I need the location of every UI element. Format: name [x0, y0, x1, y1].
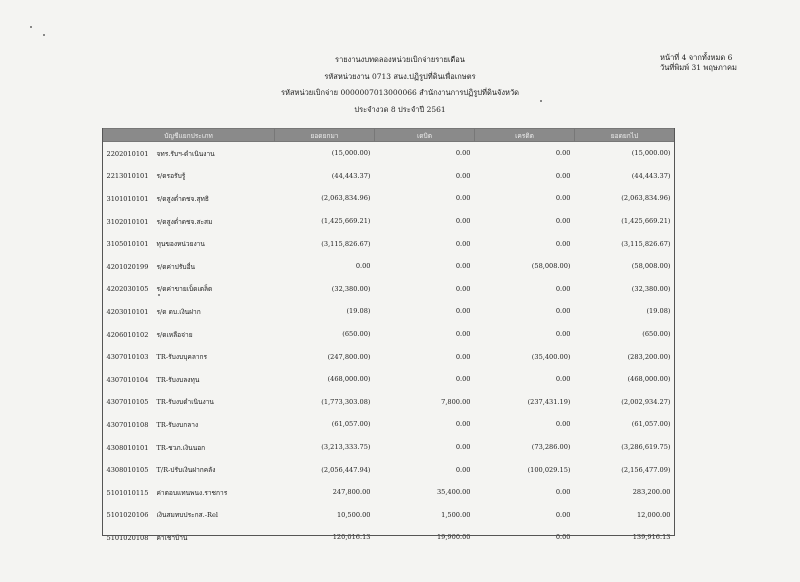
carried-forward-value: (19.08): [646, 307, 671, 316]
account-code: 4203010101: [106, 307, 149, 316]
credit-value: 0.00: [555, 375, 571, 384]
credit-value: (100,029.15): [527, 465, 571, 474]
brought-forward-value: (3,115,826.67): [321, 239, 371, 248]
scan-speck: [43, 34, 45, 36]
credit-value: 0.00: [555, 239, 571, 248]
carried-forward-value: (2,002,934.27): [621, 397, 671, 406]
scan-speck: [540, 100, 542, 102]
credit-value: (58,008.00): [531, 262, 571, 271]
carried-forward-value: (32,380.00): [631, 284, 671, 293]
debit-value: 0.00: [455, 284, 471, 293]
table-row: [103, 526, 675, 549]
account-name: TR-รับงบกลาง: [156, 420, 199, 429]
account-cell: [103, 526, 275, 549]
credit-value: 0.00: [555, 284, 571, 293]
credit-value: 0.00: [555, 149, 571, 158]
table-row: [103, 481, 675, 504]
credit-value: (73,286.00): [531, 443, 571, 452]
table-row: [103, 142, 675, 165]
credit-value: 0.00: [555, 510, 571, 519]
brought-forward-value: (1,425,669.21): [321, 217, 371, 226]
account-code: 3102010101: [106, 217, 149, 226]
credit-value: 0.00: [555, 533, 571, 542]
account-cell: [103, 278, 275, 301]
brought-forward-value: (44,443.37): [331, 171, 371, 180]
brought-forward-value: (247,800.00): [327, 352, 371, 361]
debit-value: 0.00: [455, 171, 471, 180]
account-code: 3101010101: [106, 194, 149, 203]
credit-value: (237,431.19): [527, 397, 571, 406]
debit-value: 0.00: [455, 352, 471, 361]
report-title: รายงานงบทดลองหน่วยเบิกจ่ายรายเดือน: [335, 55, 465, 64]
account-cell: [103, 255, 275, 278]
col-header-carried-forward: ยอดยกไป: [575, 129, 675, 142]
account-name: ร/ดสูงต่ำดชจ.สุทธิ: [156, 194, 209, 203]
col-header-account: บัญชีแยกประเภท: [103, 129, 275, 142]
brought-forward-value: 120,016.13: [332, 533, 371, 542]
table-row: [103, 187, 675, 210]
carried-forward-value: (61,057.00): [631, 420, 671, 429]
disbursement-unit-line: รหัสหน่วยเบิกจ่าย 0000007013000066 สำนักงานการปฏิรูปที่ดินจังหวัด: [280, 88, 520, 97]
carried-forward-value: (650.00): [642, 330, 671, 339]
credit-value: 0.00: [555, 420, 571, 429]
table-header-row: [103, 129, 675, 142]
account-cell: [103, 210, 275, 233]
carried-forward-value: (2,063,834.96): [621, 194, 671, 203]
account-cell: [103, 368, 275, 391]
account-cell: [103, 458, 275, 481]
debit-value: 0.00: [455, 194, 471, 203]
debit-value: 0.00: [455, 375, 471, 384]
account-cell: [103, 481, 275, 504]
debit-value: 0.00: [455, 217, 471, 226]
brought-forward-value: 0.00: [355, 262, 371, 271]
brought-forward-value: (61,057.00): [331, 420, 371, 429]
account-name: เงินสมทบประกส.-Rel: [156, 511, 218, 520]
account-name: ทุนของหน่วยงาน: [156, 240, 205, 249]
account-code: 5101010115: [106, 488, 149, 497]
account-code: 4201020199: [106, 262, 149, 271]
account-code: 3105010101: [106, 240, 149, 249]
account-cell: [103, 300, 275, 323]
period-line: ประจำงวด 8 ประจำปี 2561: [354, 105, 446, 114]
account-name: ค่าเช่าบ้าน: [156, 533, 188, 542]
account-name: TR-รับงบลงทุน: [156, 375, 200, 384]
agency-line: รหัสหน่วยงาน 0713 สนง.ปฏิรูปที่ดินเพื่อเกษตร: [324, 72, 476, 81]
debit-value: 0.00: [455, 307, 471, 316]
carried-forward-value: (44,443.37): [631, 171, 671, 180]
brought-forward-value: 10,500.00: [336, 510, 371, 519]
debit-value: 0.00: [455, 330, 471, 339]
account-cell: [103, 323, 275, 346]
page-number: หน้าที่ 4 จากทั้งหมด 6: [660, 53, 733, 62]
account-code: 4202030105: [106, 285, 149, 294]
account-name: ร/ดรอรับรู้: [156, 172, 186, 181]
carried-forward-value: 12,000.00: [636, 510, 671, 519]
carried-forward-value: 139,916.13: [632, 533, 671, 542]
account-code: 2213010101: [106, 172, 149, 181]
account-name: TR-รับงบบุคลากร: [156, 353, 208, 362]
account-name: จทร.รับฯ-ดำเนินงาน: [156, 149, 215, 158]
account-code: 2202010101: [106, 149, 149, 158]
carried-forward-value: (3,115,826.67): [621, 239, 671, 248]
debit-value: 0.00: [455, 149, 471, 158]
account-code: 4307010105: [106, 398, 149, 407]
col-header-brought-forward: ยอดยกมา: [275, 129, 375, 142]
carried-forward-value: (468,000.00): [627, 375, 671, 384]
table-row: [103, 278, 675, 301]
account-name: ร/ดสูงต่ำดชจ.สะสม: [156, 217, 213, 226]
account-name: ร/ดเหลือจ่าย: [156, 330, 193, 339]
brought-forward-value: (15,000.00): [331, 149, 371, 158]
table-row: [103, 458, 675, 481]
col-header-debit: เดบิต: [375, 129, 475, 142]
account-name: TR-รับงบดำเนินงาน: [156, 398, 214, 407]
account-cell: [103, 165, 275, 188]
brought-forward-value: (2,056,447.94): [321, 465, 371, 474]
account-code: 4307010108: [106, 420, 149, 429]
table-row: [103, 255, 675, 278]
brought-forward-value: (32,380.00): [331, 284, 371, 293]
brought-forward-value: (2,063,834.96): [321, 194, 371, 203]
carried-forward-value: (2,156,477.09): [621, 465, 671, 474]
table-row: [103, 210, 675, 233]
brought-forward-value: (3,213,333.75): [321, 443, 371, 452]
account-code: 4307010104: [106, 375, 149, 384]
debit-value: 7,800.00: [441, 397, 471, 406]
brought-forward-value: (19.08): [346, 307, 371, 316]
debit-value: 35,400.00: [436, 488, 471, 497]
debit-value: 0.00: [455, 262, 471, 271]
table-row: [103, 413, 675, 436]
account-code: 4307010103: [106, 353, 149, 362]
account-code: 5101020106: [106, 511, 149, 520]
account-name: T/R-ปรับเงินฝากคลัง: [156, 466, 216, 475]
brought-forward-value: (1,773,303.08): [321, 397, 371, 406]
print-date: วันที่พิมพ์ 31 พฤษภาคม: [660, 63, 737, 72]
carried-forward-value: (3,286,619.75): [621, 443, 671, 452]
carried-forward-value: (283,200.00): [627, 352, 671, 361]
account-code: 5101020108: [106, 533, 149, 542]
table-body: [103, 142, 675, 549]
account-cell: [103, 345, 275, 368]
account-cell: [103, 413, 275, 436]
credit-value: 0.00: [555, 307, 571, 316]
brought-forward-value: (650.00): [342, 330, 371, 339]
account-code: 4308010105: [106, 466, 149, 475]
brought-forward-value: 247,800.00: [332, 488, 371, 497]
debit-value: 0.00: [455, 420, 471, 429]
scan-speck: [30, 26, 32, 28]
table-row: [103, 391, 675, 414]
debit-value: 0.00: [455, 239, 471, 248]
debit-value: 1,500.00: [441, 510, 471, 519]
account-code: 4308010101: [106, 443, 149, 452]
account-cell: [103, 187, 275, 210]
account-cell: [103, 391, 275, 414]
credit-value: 0.00: [555, 330, 571, 339]
account-name: ร/ด ดบ.เงินฝาก: [156, 307, 201, 316]
table-row: [103, 300, 675, 323]
credit-value: 0.00: [555, 194, 571, 203]
table-row: [103, 368, 675, 391]
account-name: TR-ชวภ.เงินนอก: [156, 443, 206, 452]
debit-value: 0.00: [455, 443, 471, 452]
table-row: [103, 323, 675, 346]
account-cell: [103, 142, 275, 165]
credit-value: 0.00: [555, 488, 571, 497]
carried-forward-value: 283,200.00: [632, 488, 671, 497]
debit-value: 19,900.00: [436, 533, 471, 542]
table-row: [103, 232, 675, 255]
account-cell: [103, 504, 275, 527]
brought-forward-value: (468,000.00): [327, 375, 371, 384]
carried-forward-value: (15,000.00): [631, 149, 671, 158]
credit-value: 0.00: [555, 171, 571, 180]
account-name: ร/ดค่าปรับอื่น: [156, 262, 196, 271]
carried-forward-value: (1,425,669.21): [621, 217, 671, 226]
table-row: [103, 504, 675, 527]
credit-value: 0.00: [555, 217, 571, 226]
account-name: ค่าตอบแทนพนง.ราชการ: [156, 488, 228, 497]
account-code: 4206010102: [106, 330, 149, 339]
col-header-credit: เครดิต: [475, 129, 575, 142]
account-cell: [103, 436, 275, 459]
debit-value: 0.00: [455, 465, 471, 474]
account-cell: [103, 232, 275, 255]
account-name: ร/ดค่าขายเบ็ดเตล็ด: [156, 285, 213, 294]
table-row: [103, 345, 675, 368]
carried-forward-value: (58,008.00): [631, 262, 671, 271]
trial-balance-table: [102, 128, 675, 549]
credit-value: (35,400.00): [531, 352, 571, 361]
table-row: [103, 436, 675, 459]
table-row: [103, 165, 675, 188]
